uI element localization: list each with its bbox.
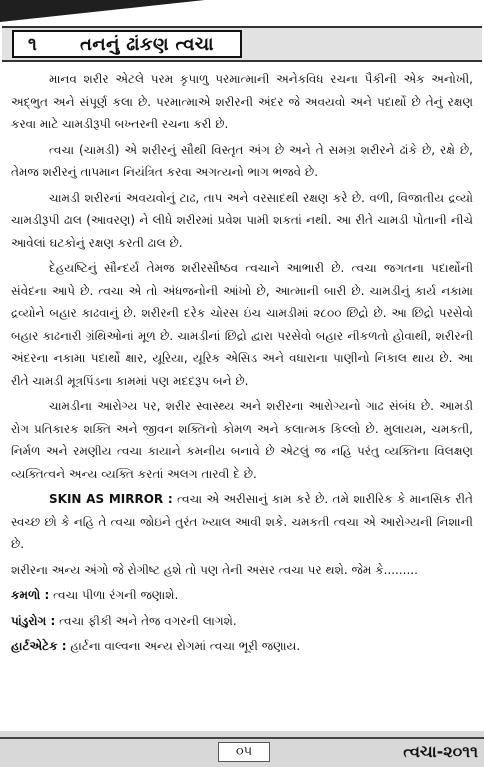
example-desc: ત્વચા પીળા રંગની જણાશે.	[53, 588, 179, 602]
mirror-text: ત્વચા એ અરીસાનું કામ કરે છે. તમે શારીરિક કે માનસિક રીતે સ્વચ્છ છો કે નહિ તે ત્વચા જોઇને તુરંત ખ્યાલ આવી શકે. ચમકતી ત્વચા એ આરોગ્યની નિશાની છે.	[11, 492, 473, 551]
intro-line: શરીરના અન્ય અંગો જે રોગીષ્ટ હશે તો પણ તેની અસર ત્વચા પર થશે. જેમ કે.........	[11, 562, 418, 577]
paragraph-3: ચામડી શરીરનાં અવયવોનું ટાઢ, તાપ અને વરસાદથી રક્ષણ કરે છે. વળી, વિજાતીય દ્રવ્યો ચામડીરૂપી ઢાલ (આવરણ) ને લીધે શરીરમાં પ્રવેશ પામી શકતાં નથી. આ રીતે ચામડી પોતાની નીચે આવેલાં ઘટકોનું રક્ષણ કરતી ઢાલ છે.	[11, 190, 473, 250]
example-term: પાંડુરોગ :	[11, 613, 56, 628]
example-desc: ત્વચા ફીકી અને તેજ વગરની લાગશે.	[59, 613, 237, 628]
chapter-header	[2, 26, 482, 62]
example-heart-attack	[11, 635, 473, 658]
example-desc: હાર્ટના વાલ્વના અન્ય રોગમાં ત્વચા ભૂરી જણાય.	[70, 639, 301, 653]
paragraph-1: માનવ શરીર એટલે પરમ કૃપાળુ પરમાત્માની અનેકવિધ રચના પૈકીની એક અનોખી, અદ્‌ભુત અને સંપૂર્ણ કલા છે. પરમાત્માએ શરીરની અંદર જે અવયવો અને પદાર્થો છે તેનું રક્ષણ કરવા માટે ચામડીરૂપી બખ્તરની રચના કરી છે.	[11, 72, 473, 131]
mirror-heading: SKIN AS MIRROR :	[49, 492, 173, 506]
corner-decoration	[0, 0, 205, 22]
chapter-number: ૧	[28, 33, 37, 55]
paragraph-2: ત્વચા (ચામડી) એ શરીરનું સૌથી વિસ્તૃત અંગ છે અને તે સમગ્ર શરીરને ઢાંકે છે, રક્ષે છે, તેમજ શરીરનું તાપમાન નિયંત્રિત કરવા અગત્યનો ભાગ ભજવે છે.	[11, 142, 473, 179]
article-body	[11, 68, 473, 661]
page-number: ૦૫	[218, 742, 270, 762]
footer-divider	[0, 737, 484, 739]
paragraph-5: ચામડીના આરોગ્ય પર, શરીર સ્વાસ્થ્ય અને શરીરના આરોગ્યનો ગાઢ સંબંધ છે. આમડી રોગ પ્રતિકારક શક્તિ અને જીવન શક્તિનો કોમળ અને કલાત્મક કિલ્લો છે. મુલાયમ, ચમકતી, નિર્મળ અને રમણીય ત્વચા કાયાને કમનીય બનાવે છે એટલું જ નહિ પરંતુ વ્યક્તિના વિલક્ષણ વ્યક્તિત્વને અન્ય વ્યક્તિ કરતાં અલગ તારવી દે છે.	[11, 399, 473, 481]
example-anemia	[11, 610, 473, 633]
paragraph-4: દેહયષ્ટિનું સૌન્દર્ય તેમજ શરીરસૌષ્ઠવ ત્વચાને આભારી છે. ત્વચા જગતના પદાર્થોની સંવેદના આપે છે. ત્વચા એ તો અંધજનોની આંખો છે, આત્માની બારી છે. ચામડીનું કાર્ય નકામા દ્રવ્યોને બહાર કાઢવાનું છે. શરીરની દરેક ચોરસ ઇંચ ચામડીમાં ૨૮૦૦ છિદ્રો છે. આ છિદ્રો પરસેવો બહાર કાઢનારી ગ્રંથિઓનાં મૂળ છે. ચામડીનાં છિદ્રો દ્વારા પરસેવો બહાર નીકળતો હોવાથી, શરીરની અંદરના નકામા પદાર્થો ક્ષાર, યૂરિયા, યૂરિક એસિડ અને વધારાના પાણીનો નિકાલ થાય છે. આ રીતે ચામડી મૂત્રપિંડના કામમાં પણ મદદરૂપ બને છે.	[11, 261, 473, 388]
example-term: હાર્ટએટેક :	[11, 639, 67, 653]
chapter-title-box	[12, 30, 242, 58]
example-term: કમળો :	[11, 588, 50, 602]
example-jaundice	[11, 584, 473, 607]
running-title: ત્વચા-૨૦૧૧	[403, 742, 478, 761]
mirror-paragraph	[11, 488, 473, 556]
chapter-title: તનનું ઢાંકણ ત્વચા	[80, 33, 214, 55]
